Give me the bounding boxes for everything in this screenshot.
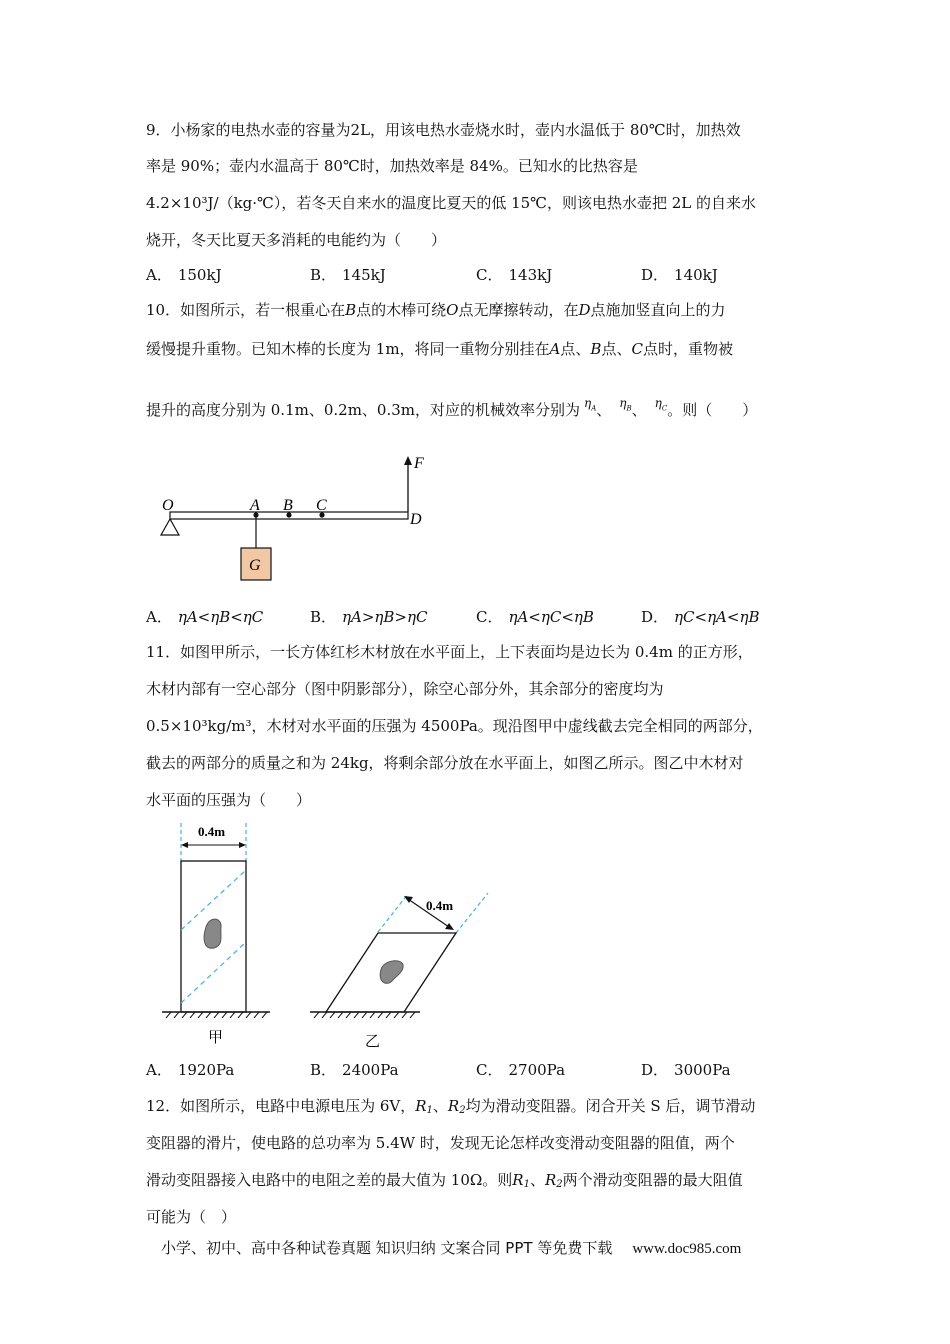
label-yi: 乙 — [365, 1034, 381, 1050]
label-jia: 甲 — [208, 1030, 224, 1046]
dim-label-yi: 0.4m — [426, 898, 454, 913]
q11-line-2: 木材内部有一空心部分（图中阴影部分），除空心部分外，其余部分的密度均为 — [146, 680, 664, 698]
force-arrowhead — [404, 456, 412, 465]
label-o: O — [162, 497, 174, 514]
q10-line-1: 10．如图所示，若一根重心在B点的木棒可绕O点无摩擦转动，在D点施加竖直向上的力 — [146, 301, 726, 319]
q9-option-b[interactable]: B． 145kJ — [310, 266, 386, 284]
q9-line-4: 烧开，冬天比夏天多消耗的电能约为（ ） — [146, 231, 447, 249]
q11-option-d[interactable]: D． 3000Pa — [641, 1061, 731, 1079]
dash-ext-right — [456, 893, 488, 933]
q11-option-b[interactable]: B． 2400Pa — [310, 1061, 399, 1079]
q11-line-5: 水平面的压强为（ ） — [146, 791, 312, 809]
q10-option-c[interactable]: C． ηA<ηC<ηB — [476, 608, 594, 626]
dash-ext-left — [378, 894, 408, 932]
pivot-triangle — [161, 519, 179, 535]
q11-option-c[interactable]: C． 2700Pa — [476, 1061, 566, 1079]
q12-line-2: 变阻器的滑片，使电路的总功率为 5.4W 时，发现无论怎样改变滑动变阻器的阻值，两个 — [146, 1134, 735, 1152]
q10-line-3: 提升的高度分别为 0.1m、0.2m、0.3m，对应的机械效率分别为 $^{\eta_A}$、 $^{\eta_B}$、 $^{\eta_C}$。则（ ） — [146, 396, 758, 419]
ground-hatch-yi — [314, 1012, 415, 1018]
label-a: A — [250, 497, 260, 514]
q11-line-4: 截去的两部分的质量之和为 24kg，将剩余部分放在水平面上，如图乙所示。图乙中木材对 — [146, 754, 744, 772]
q9-option-a[interactable]: A． 150kJ — [146, 266, 222, 284]
footer-url[interactable]: www.doc985.com — [632, 1241, 742, 1257]
q11-line-3: 0.5×10³kg/m³，木材对水平面的压强为 4500Pa。现沿图甲中虚线截去完全相同的两部分， — [146, 717, 763, 735]
q9-line-2: 率是 90%；壶内水温高于 80℃时，加热效率是 84%。已知水的比热容是 — [146, 157, 638, 175]
q9-line-1: 9．小杨家的电热水壶的容量为2L，用该电热水壶烧水时，壶内水温低于 80℃时，加热效 — [146, 121, 741, 139]
q11-option-a[interactable]: A． 1920Pa — [146, 1061, 235, 1079]
dim-arrowhead-yi-2 — [445, 923, 454, 930]
label-g: G — [249, 557, 261, 574]
wood-block-figure — [150, 815, 500, 1055]
q10-option-d[interactable]: D． ηC<ηA<ηB — [641, 608, 760, 626]
q12-line-4: 可能为（ ） — [146, 1208, 237, 1226]
eta-b: ηB — [619, 396, 632, 413]
q10-option-a[interactable]: A． ηA<ηB<ηC — [146, 608, 264, 626]
label-c: C — [316, 497, 327, 514]
q11-line-1: 11．如图甲所示，一长方体红杉木材放在水平面上，上下表面均是边长为 0.4m 的正方形， — [146, 643, 753, 661]
lever-figure — [150, 448, 440, 588]
eta-c: ηC — [654, 396, 668, 413]
q9-line-3: 4.2×10³J/（kg·℃），若冬天自来水的温度比夏天的低 15℃，则该电热水壶把 2L 的自来水 — [146, 194, 757, 212]
label-d: D — [410, 511, 422, 528]
page-footer — [161, 1238, 741, 1259]
q9-option-c[interactable]: C． 143kJ — [476, 266, 553, 284]
dim-arrowhead-right — [239, 842, 246, 848]
q12-line-3: 滑动变阻器接入电路中的电阻之差的最大值为 10Ω。则$R_1$、$R_2$两个滑动变阻器的最大阻值 — [146, 1171, 743, 1190]
eta-a: ηA — [584, 396, 597, 413]
q10-line-2: 缓慢提升重物。已知木棒的长度为 1m，将同一重物分别挂在A点、B点、C点时，重物被 — [146, 340, 733, 358]
label-b: B — [283, 497, 293, 514]
footer-text: 小学、初中、高中各种试卷真题 知识归纳 文案合同 PPT 等免费下载 — [161, 1239, 613, 1257]
ground-hatch-jia — [166, 1012, 267, 1018]
label-f: F — [414, 455, 424, 472]
q12-line-1: 12．如图所示，电路中电源电压为 6V，$R_1$、$R_2$均为滑动变阻器。闭合开关 S 后，调节滑动 — [146, 1097, 756, 1116]
dim-label-jia: 0.4m — [198, 824, 226, 839]
q9-option-d[interactable]: D． 140kJ — [641, 266, 718, 284]
q10-option-b[interactable]: B． ηA>ηB>ηC — [310, 608, 428, 626]
dim-arrowhead-left — [181, 842, 188, 848]
